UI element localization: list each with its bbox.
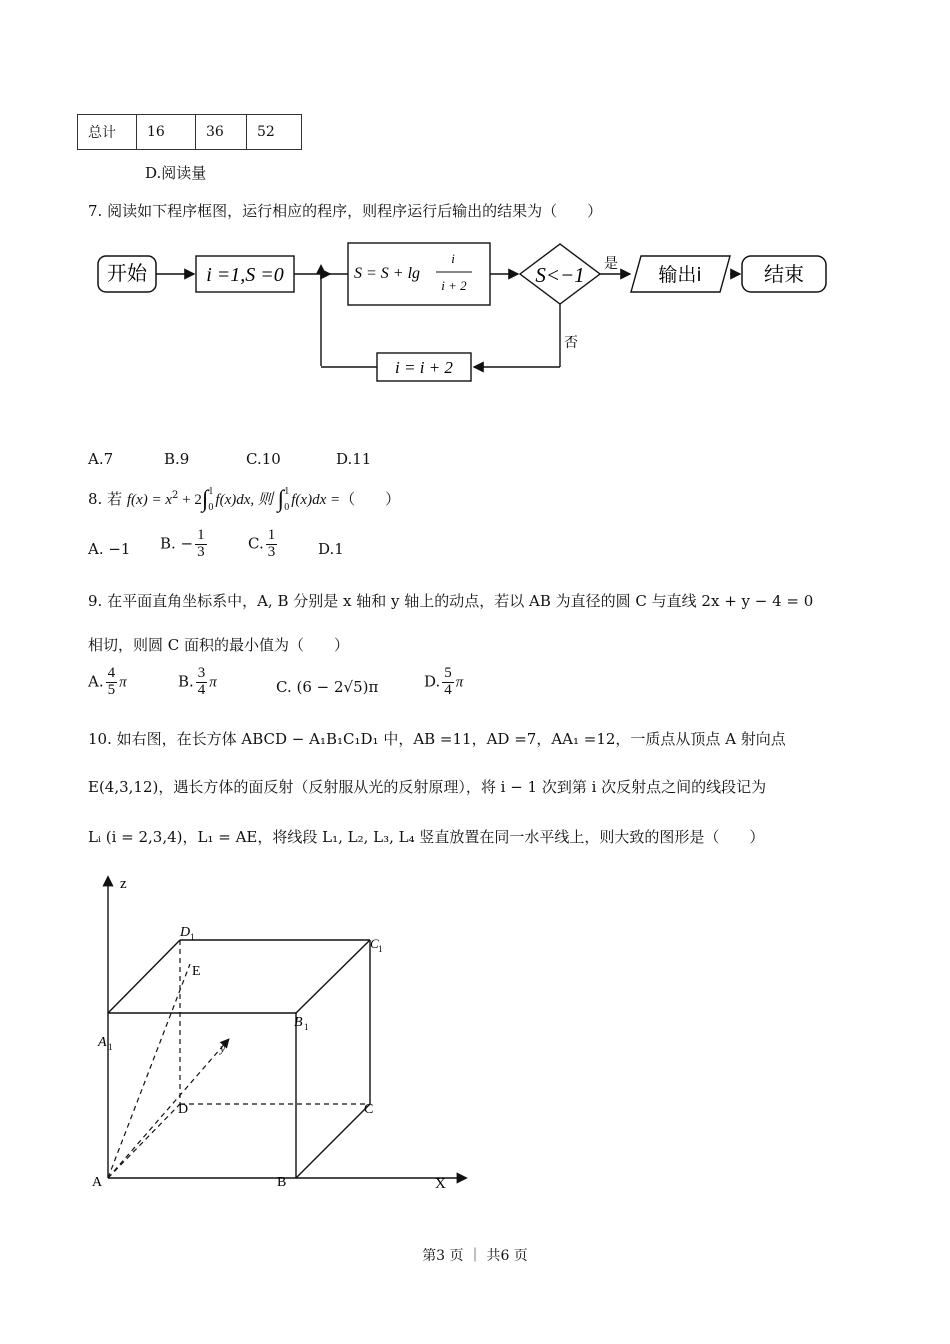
q8-f-def: f(x) = x xyxy=(126,492,172,508)
total-table xyxy=(77,114,302,150)
q9-line1: 9. 在平面直角坐标系中，A, B 分别是 x 轴和 y 轴上的动点，若以 AB 为直径的圆 C 与直线 2x + y − 4 = 0 xyxy=(88,592,814,610)
q8-limits xyxy=(208,484,213,516)
q8-exp: 2 xyxy=(171,490,179,501)
q8-lower: 0 xyxy=(208,502,214,513)
flow-start-label: 开始 xyxy=(107,261,147,285)
z-axis-label: z xyxy=(120,876,127,892)
q10-line1: 10. 如右图，在长方体 ABCD − A₁B₁C₁D₁ 中，AB =11，AD =7，AA₁ =12，一质点从顶点 A 射向点 xyxy=(88,730,786,748)
q8-integrand-2: f(x)dx = xyxy=(291,492,341,508)
label-c1: C xyxy=(370,936,379,951)
page-footer: 第3 页 ｜ 共6 页 xyxy=(422,1248,528,1264)
flow-end-label: 结束 xyxy=(764,262,804,286)
q8-tail: （ ） xyxy=(340,490,401,508)
table-cell: 36 xyxy=(196,115,247,150)
label-d1: D xyxy=(180,925,191,940)
q7-option-c: C.10 xyxy=(246,450,281,468)
table-row xyxy=(78,115,302,150)
table-cell-label: 总计 xyxy=(78,115,137,150)
flow-process-num: i xyxy=(451,251,455,266)
q8-option-b xyxy=(160,528,209,561)
q10-line2: E(4,3,12)，遇长方体的面反射（反射服从光的反射原理），将 i − 1 次到第 i 次反射点之间的线段记为 xyxy=(88,778,767,796)
q8-stem xyxy=(88,484,400,516)
flow-update-label: i = i + 2 xyxy=(395,358,453,377)
q7-option-d: D.11 xyxy=(336,450,372,468)
segment-ae xyxy=(108,964,190,1178)
q8-option-c-prefix: C. xyxy=(248,534,264,553)
q9-option-c: C. (6 − 2√5)π xyxy=(276,678,379,696)
integral-sign-icon: ∫ xyxy=(201,486,209,513)
q9-option-d: D. $\frac{5}{4}$ π xyxy=(424,665,464,698)
table-cell: 16 xyxy=(137,115,196,150)
label-c: C xyxy=(364,1102,374,1117)
label-a1: A xyxy=(98,1035,107,1050)
q9-line2: 相切，则圆 C 面积的最小值为（ ） xyxy=(88,636,350,654)
q9-option-b: B. $\frac{3}{4}$ π xyxy=(178,665,217,698)
fraction: $\frac{4}{5}$ xyxy=(107,665,116,698)
q8-option-b-prefix: B. − xyxy=(160,534,194,553)
label-b1-sub: 1 xyxy=(304,1022,309,1032)
fraction: $\frac{1}{3}$ xyxy=(267,527,276,560)
q8-upper: 1 xyxy=(208,486,214,497)
q8-prefix: 8. 若 xyxy=(88,490,123,508)
q8-option-d: D.1 xyxy=(318,540,344,558)
q8-limits-2 xyxy=(284,484,289,516)
q8-option-a: A. −1 xyxy=(88,540,131,558)
label-b1: B xyxy=(294,1015,303,1030)
q7-stem: 7. 阅读如下程序框图，运行相应的程序，则程序运行后输出的结果为（ ） xyxy=(88,202,603,220)
x-axis-label: X xyxy=(435,1176,446,1192)
y-axis-label: y xyxy=(220,1041,226,1055)
label-b: B xyxy=(277,1175,287,1190)
q8-upper-2: 1 xyxy=(284,486,290,497)
label-d: D xyxy=(178,1102,189,1117)
label-e: E xyxy=(192,964,201,979)
q9-option-a: A. $\frac{4}{5}$ π xyxy=(88,665,127,698)
fraction: $\frac{3}{4}$ xyxy=(197,665,206,698)
label-c1-sub: 1 xyxy=(378,944,383,954)
q8-mid: + 2 xyxy=(178,492,202,508)
label-a1-sub: 1 xyxy=(108,1042,113,1052)
integral-sign-icon: ∫ xyxy=(277,486,285,513)
flow-process-den: i + 2 xyxy=(441,278,467,293)
y-axis xyxy=(108,1040,228,1178)
flow-decision-label: S<−1 xyxy=(535,263,585,287)
flow-process-lhs: S = S + lg xyxy=(354,265,421,282)
fraction: $\frac{1}{3}$ xyxy=(197,527,205,560)
q7-option-b: B.9 xyxy=(164,450,190,468)
flow-init-label: i =1,S =0 xyxy=(206,264,284,286)
q8-lower-2: 0 xyxy=(284,502,290,513)
q10-line3: Lᵢ (i = 2,3,4)，L₁ = AE，将线段 L₁, L₂, L₃, L₄ 竖直放置在同一水平线上，则大致的图形是（ ） xyxy=(88,828,765,846)
label-d1-sub: 1 xyxy=(190,932,195,942)
flowchart xyxy=(90,236,870,386)
flow-no-label: 否 xyxy=(564,335,578,351)
q8-option-c xyxy=(248,528,279,561)
fraction: $\frac{5}{4}$ xyxy=(444,665,452,698)
table-cell: 52 xyxy=(247,115,302,150)
q8-integrand: f(x)dx, 则 xyxy=(215,492,273,508)
flow-yes-label: 是 xyxy=(604,256,618,272)
flow-output-label: 输出i xyxy=(658,264,702,286)
cuboid-figure xyxy=(80,868,500,1198)
q7-option-a: A.7 xyxy=(88,450,114,468)
label-a: A xyxy=(92,1175,103,1190)
q6-option-d: D.阅读量 xyxy=(145,164,207,182)
